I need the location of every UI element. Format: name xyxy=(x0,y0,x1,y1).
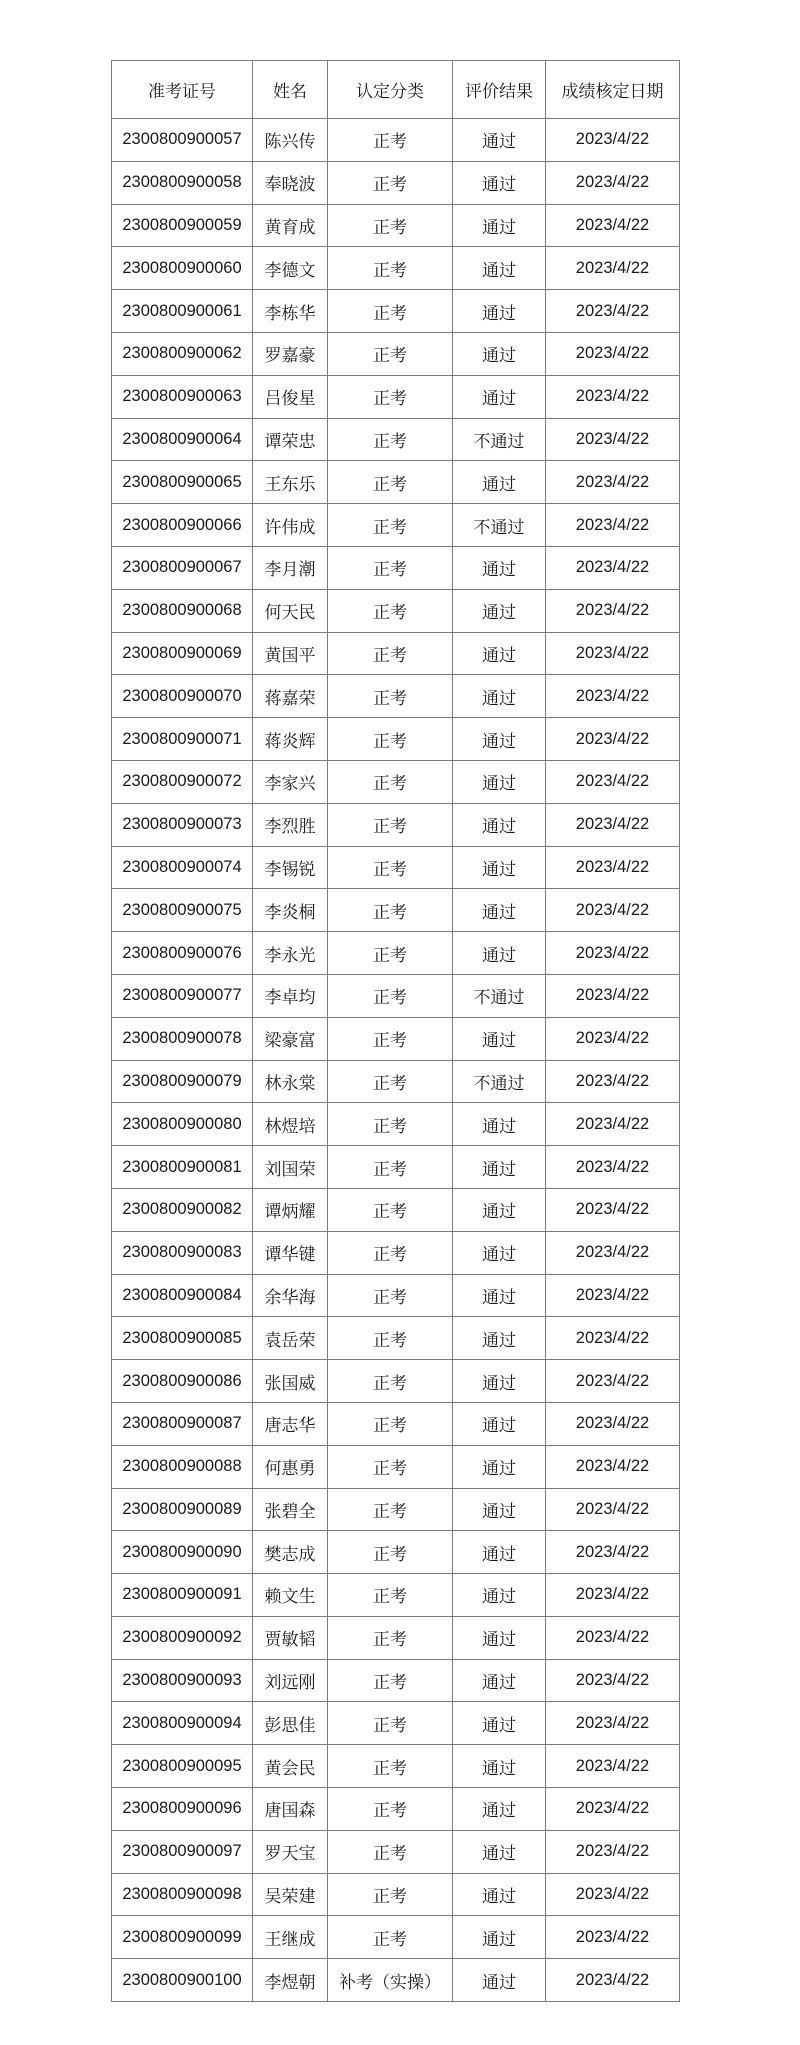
cell-date: 2023/4/22 xyxy=(546,846,680,889)
cell-name: 蒋炎辉 xyxy=(253,718,328,761)
cell-exam-id: 2300800900090 xyxy=(112,1531,253,1574)
cell-name: 刘远刚 xyxy=(253,1659,328,1702)
cell-result: 通过 xyxy=(453,932,546,975)
cell-name: 李家兴 xyxy=(253,760,328,803)
cell-exam-id: 2300800900057 xyxy=(112,119,253,162)
cell-category: 正考 xyxy=(328,889,453,932)
cell-category: 正考 xyxy=(328,546,453,589)
cell-date: 2023/4/22 xyxy=(546,1531,680,1574)
cell-name: 王东乐 xyxy=(253,461,328,504)
cell-name: 黄育成 xyxy=(253,204,328,247)
cell-exam-id: 2300800900059 xyxy=(112,204,253,247)
cell-category: 正考 xyxy=(328,1445,453,1488)
cell-date: 2023/4/22 xyxy=(546,1188,680,1231)
cell-category: 补考（实操） xyxy=(328,1959,453,2002)
table-row xyxy=(112,1916,680,1959)
cell-result: 通过 xyxy=(453,1745,546,1788)
table-row xyxy=(112,1745,680,1788)
cell-category: 正考 xyxy=(328,1231,453,1274)
table-row xyxy=(112,332,680,375)
cell-date: 2023/4/22 xyxy=(546,1060,680,1103)
cell-name: 黄国平 xyxy=(253,632,328,675)
cell-result: 通过 xyxy=(453,803,546,846)
cell-date: 2023/4/22 xyxy=(546,546,680,589)
table-row xyxy=(112,589,680,632)
cell-exam-id: 2300800900070 xyxy=(112,675,253,718)
cell-exam-id: 2300800900094 xyxy=(112,1702,253,1745)
cell-exam-id: 2300800900080 xyxy=(112,1103,253,1146)
cell-exam-id: 2300800900077 xyxy=(112,974,253,1017)
cell-date: 2023/4/22 xyxy=(546,1616,680,1659)
cell-category: 正考 xyxy=(328,1745,453,1788)
table-row xyxy=(112,889,680,932)
cell-exam-id: 2300800900065 xyxy=(112,461,253,504)
cell-date: 2023/4/22 xyxy=(546,375,680,418)
cell-name: 谭炳耀 xyxy=(253,1188,328,1231)
cell-date: 2023/4/22 xyxy=(546,1360,680,1403)
cell-category: 正考 xyxy=(328,1402,453,1445)
cell-result: 通过 xyxy=(453,204,546,247)
table-row xyxy=(112,803,680,846)
cell-result: 通过 xyxy=(453,632,546,675)
cell-exam-id: 2300800900091 xyxy=(112,1574,253,1617)
table-row xyxy=(112,504,680,547)
cell-result: 通过 xyxy=(453,1616,546,1659)
cell-category: 正考 xyxy=(328,1103,453,1146)
cell-date: 2023/4/22 xyxy=(546,803,680,846)
cell-category: 正考 xyxy=(328,718,453,761)
exam-results-table xyxy=(111,60,680,2002)
cell-date: 2023/4/22 xyxy=(546,932,680,975)
header-category: 认定分类 xyxy=(328,61,453,119)
table-row xyxy=(112,1531,680,1574)
cell-date: 2023/4/22 xyxy=(546,119,680,162)
cell-result: 通过 xyxy=(453,1188,546,1231)
cell-exam-id: 2300800900075 xyxy=(112,889,253,932)
cell-category: 正考 xyxy=(328,1616,453,1659)
cell-exam-id: 2300800900087 xyxy=(112,1402,253,1445)
cell-exam-id: 2300800900096 xyxy=(112,1788,253,1831)
cell-result: 通过 xyxy=(453,1873,546,1916)
cell-name: 张国威 xyxy=(253,1360,328,1403)
cell-exam-id: 2300800900074 xyxy=(112,846,253,889)
cell-exam-id: 2300800900081 xyxy=(112,1146,253,1189)
table-row xyxy=(112,932,680,975)
cell-name: 奉晓波 xyxy=(253,161,328,204)
table-row xyxy=(112,1788,680,1831)
cell-category: 正考 xyxy=(328,1916,453,1959)
cell-exam-id: 2300800900063 xyxy=(112,375,253,418)
table-row xyxy=(112,546,680,589)
table-row xyxy=(112,1488,680,1531)
cell-name: 唐国森 xyxy=(253,1788,328,1831)
table-row xyxy=(112,846,680,889)
table-row xyxy=(112,1060,680,1103)
cell-result: 通过 xyxy=(453,1317,546,1360)
table-row xyxy=(112,247,680,290)
cell-date: 2023/4/22 xyxy=(546,1317,680,1360)
cell-category: 正考 xyxy=(328,1574,453,1617)
cell-category: 正考 xyxy=(328,418,453,461)
cell-name: 李炎桐 xyxy=(253,889,328,932)
table-row xyxy=(112,1873,680,1916)
cell-date: 2023/4/22 xyxy=(546,504,680,547)
table-row xyxy=(112,1146,680,1189)
table-row xyxy=(112,718,680,761)
cell-name: 袁岳荣 xyxy=(253,1317,328,1360)
cell-exam-id: 2300800900084 xyxy=(112,1274,253,1317)
cell-name: 赖文生 xyxy=(253,1574,328,1617)
table-row xyxy=(112,290,680,333)
table-row xyxy=(112,1360,680,1403)
table-row xyxy=(112,1574,680,1617)
cell-name: 唐志华 xyxy=(253,1402,328,1445)
cell-category: 正考 xyxy=(328,1146,453,1189)
cell-name: 李月潮 xyxy=(253,546,328,589)
cell-name: 谭荣忠 xyxy=(253,418,328,461)
cell-name: 李卓均 xyxy=(253,974,328,1017)
cell-category: 正考 xyxy=(328,1360,453,1403)
cell-result: 通过 xyxy=(453,846,546,889)
cell-exam-id: 2300800900066 xyxy=(112,504,253,547)
cell-result: 通过 xyxy=(453,161,546,204)
cell-result: 不通过 xyxy=(453,504,546,547)
cell-name: 蒋嘉荣 xyxy=(253,675,328,718)
cell-category: 正考 xyxy=(328,1274,453,1317)
table-row xyxy=(112,1103,680,1146)
cell-exam-id: 2300800900069 xyxy=(112,632,253,675)
results-table-container xyxy=(111,60,680,2002)
header-name: 姓名 xyxy=(253,61,328,119)
cell-exam-id: 2300800900078 xyxy=(112,1017,253,1060)
cell-category: 正考 xyxy=(328,119,453,162)
cell-exam-id: 2300800900062 xyxy=(112,332,253,375)
cell-exam-id: 2300800900073 xyxy=(112,803,253,846)
table-row xyxy=(112,204,680,247)
cell-category: 正考 xyxy=(328,1531,453,1574)
table-row xyxy=(112,461,680,504)
cell-exam-id: 2300800900095 xyxy=(112,1745,253,1788)
cell-name: 吕俊星 xyxy=(253,375,328,418)
cell-result: 通过 xyxy=(453,1274,546,1317)
cell-exam-id: 2300800900067 xyxy=(112,546,253,589)
cell-date: 2023/4/22 xyxy=(546,1017,680,1060)
cell-name: 罗天宝 xyxy=(253,1830,328,1873)
cell-name: 李锡锐 xyxy=(253,846,328,889)
cell-category: 正考 xyxy=(328,803,453,846)
cell-result: 不通过 xyxy=(453,418,546,461)
cell-result: 通过 xyxy=(453,119,546,162)
table-row xyxy=(112,119,680,162)
cell-result: 通过 xyxy=(453,1103,546,1146)
cell-result: 通过 xyxy=(453,760,546,803)
cell-exam-id: 2300800900068 xyxy=(112,589,253,632)
cell-exam-id: 2300800900086 xyxy=(112,1360,253,1403)
cell-category: 正考 xyxy=(328,1060,453,1103)
cell-category: 正考 xyxy=(328,675,453,718)
cell-name: 谭华键 xyxy=(253,1231,328,1274)
header-date: 成绩核定日期 xyxy=(546,61,680,119)
cell-result: 通过 xyxy=(453,1017,546,1060)
cell-result: 通过 xyxy=(453,1702,546,1745)
cell-date: 2023/4/22 xyxy=(546,1574,680,1617)
table-row xyxy=(112,1274,680,1317)
cell-exam-id: 2300800900060 xyxy=(112,247,253,290)
cell-date: 2023/4/22 xyxy=(546,889,680,932)
cell-exam-id: 2300800900089 xyxy=(112,1488,253,1531)
cell-result: 通过 xyxy=(453,1916,546,1959)
cell-date: 2023/4/22 xyxy=(546,1702,680,1745)
cell-date: 2023/4/22 xyxy=(546,161,680,204)
cell-result: 通过 xyxy=(453,1788,546,1831)
cell-result: 通过 xyxy=(453,247,546,290)
cell-category: 正考 xyxy=(328,204,453,247)
cell-date: 2023/4/22 xyxy=(546,1916,680,1959)
cell-exam-id: 2300800900082 xyxy=(112,1188,253,1231)
cell-result: 通过 xyxy=(453,1531,546,1574)
cell-name: 陈兴传 xyxy=(253,119,328,162)
cell-date: 2023/4/22 xyxy=(546,332,680,375)
cell-exam-id: 2300800900100 xyxy=(112,1959,253,2002)
cell-result: 通过 xyxy=(453,290,546,333)
cell-category: 正考 xyxy=(328,1702,453,1745)
cell-result: 通过 xyxy=(453,589,546,632)
header-result: 评价结果 xyxy=(453,61,546,119)
table-row xyxy=(112,1017,680,1060)
cell-name: 李永光 xyxy=(253,932,328,975)
cell-name: 何惠勇 xyxy=(253,1445,328,1488)
table-body xyxy=(112,119,680,2002)
table-row xyxy=(112,375,680,418)
cell-date: 2023/4/22 xyxy=(546,247,680,290)
cell-date: 2023/4/22 xyxy=(546,1103,680,1146)
cell-category: 正考 xyxy=(328,974,453,1017)
cell-exam-id: 2300800900085 xyxy=(112,1317,253,1360)
cell-date: 2023/4/22 xyxy=(546,589,680,632)
cell-exam-id: 2300800900061 xyxy=(112,290,253,333)
cell-name: 罗嘉豪 xyxy=(253,332,328,375)
cell-name: 许伟成 xyxy=(253,504,328,547)
cell-category: 正考 xyxy=(328,1317,453,1360)
cell-result: 通过 xyxy=(453,1659,546,1702)
cell-name: 李德文 xyxy=(253,247,328,290)
cell-date: 2023/4/22 xyxy=(546,290,680,333)
cell-result: 不通过 xyxy=(453,974,546,1017)
cell-date: 2023/4/22 xyxy=(546,760,680,803)
cell-date: 2023/4/22 xyxy=(546,1488,680,1531)
cell-name: 樊志成 xyxy=(253,1531,328,1574)
header-exam-id: 准考证号 xyxy=(112,61,253,119)
cell-category: 正考 xyxy=(328,1830,453,1873)
table-row xyxy=(112,1188,680,1231)
cell-name: 张碧全 xyxy=(253,1488,328,1531)
cell-category: 正考 xyxy=(328,1873,453,1916)
cell-result: 通过 xyxy=(453,1574,546,1617)
cell-date: 2023/4/22 xyxy=(546,1402,680,1445)
cell-result: 通过 xyxy=(453,1360,546,1403)
cell-date: 2023/4/22 xyxy=(546,974,680,1017)
cell-exam-id: 2300800900093 xyxy=(112,1659,253,1702)
cell-exam-id: 2300800900083 xyxy=(112,1231,253,1274)
cell-category: 正考 xyxy=(328,932,453,975)
cell-date: 2023/4/22 xyxy=(546,1146,680,1189)
cell-name: 刘国荣 xyxy=(253,1146,328,1189)
table-row xyxy=(112,1959,680,2002)
cell-category: 正考 xyxy=(328,161,453,204)
table-row xyxy=(112,1830,680,1873)
table-row xyxy=(112,1231,680,1274)
cell-name: 贾敏韬 xyxy=(253,1616,328,1659)
cell-date: 2023/4/22 xyxy=(546,1745,680,1788)
table-header xyxy=(112,61,680,119)
cell-exam-id: 2300800900058 xyxy=(112,161,253,204)
table-row xyxy=(112,161,680,204)
cell-category: 正考 xyxy=(328,1488,453,1531)
table-row xyxy=(112,1402,680,1445)
cell-category: 正考 xyxy=(328,375,453,418)
cell-name: 余华海 xyxy=(253,1274,328,1317)
cell-result: 通过 xyxy=(453,546,546,589)
cell-date: 2023/4/22 xyxy=(546,1231,680,1274)
cell-category: 正考 xyxy=(328,332,453,375)
cell-date: 2023/4/22 xyxy=(546,418,680,461)
cell-date: 2023/4/22 xyxy=(546,204,680,247)
cell-result: 通过 xyxy=(453,332,546,375)
cell-date: 2023/4/22 xyxy=(546,461,680,504)
cell-result: 通过 xyxy=(453,1402,546,1445)
cell-category: 正考 xyxy=(328,760,453,803)
cell-result: 不通过 xyxy=(453,1060,546,1103)
cell-category: 正考 xyxy=(328,1788,453,1831)
cell-name: 李栋华 xyxy=(253,290,328,333)
cell-name: 李煜朝 xyxy=(253,1959,328,2002)
table-row xyxy=(112,1445,680,1488)
cell-name: 梁豪富 xyxy=(253,1017,328,1060)
cell-category: 正考 xyxy=(328,247,453,290)
cell-exam-id: 2300800900064 xyxy=(112,418,253,461)
cell-date: 2023/4/22 xyxy=(546,1274,680,1317)
cell-result: 通过 xyxy=(453,1959,546,2002)
cell-result: 通过 xyxy=(453,461,546,504)
table-row xyxy=(112,1659,680,1702)
cell-result: 通过 xyxy=(453,675,546,718)
cell-exam-id: 2300800900072 xyxy=(112,760,253,803)
cell-result: 通过 xyxy=(453,1445,546,1488)
cell-date: 2023/4/22 xyxy=(546,1830,680,1873)
cell-category: 正考 xyxy=(328,1017,453,1060)
cell-name: 林永棠 xyxy=(253,1060,328,1103)
cell-name: 黄会民 xyxy=(253,1745,328,1788)
cell-exam-id: 2300800900099 xyxy=(112,1916,253,1959)
table-row xyxy=(112,1616,680,1659)
cell-category: 正考 xyxy=(328,1659,453,1702)
cell-date: 2023/4/22 xyxy=(546,1788,680,1831)
cell-name: 何天民 xyxy=(253,589,328,632)
cell-category: 正考 xyxy=(328,504,453,547)
cell-result: 通过 xyxy=(453,1488,546,1531)
cell-exam-id: 2300800900076 xyxy=(112,932,253,975)
cell-date: 2023/4/22 xyxy=(546,718,680,761)
cell-exam-id: 2300800900079 xyxy=(112,1060,253,1103)
table-row xyxy=(112,675,680,718)
cell-category: 正考 xyxy=(328,290,453,333)
table-row xyxy=(112,974,680,1017)
cell-name: 彭思佳 xyxy=(253,1702,328,1745)
cell-date: 2023/4/22 xyxy=(546,632,680,675)
cell-category: 正考 xyxy=(328,1188,453,1231)
cell-name: 李烈胜 xyxy=(253,803,328,846)
cell-result: 通过 xyxy=(453,375,546,418)
cell-result: 通过 xyxy=(453,889,546,932)
cell-name: 林煜培 xyxy=(253,1103,328,1146)
cell-result: 通过 xyxy=(453,1146,546,1189)
cell-date: 2023/4/22 xyxy=(546,1445,680,1488)
cell-result: 通过 xyxy=(453,718,546,761)
cell-date: 2023/4/22 xyxy=(546,675,680,718)
cell-exam-id: 2300800900092 xyxy=(112,1616,253,1659)
cell-result: 通过 xyxy=(453,1231,546,1274)
cell-date: 2023/4/22 xyxy=(546,1873,680,1916)
table-row xyxy=(112,632,680,675)
cell-exam-id: 2300800900097 xyxy=(112,1830,253,1873)
cell-category: 正考 xyxy=(328,846,453,889)
cell-date: 2023/4/22 xyxy=(546,1659,680,1702)
table-row xyxy=(112,1702,680,1745)
cell-exam-id: 2300800900088 xyxy=(112,1445,253,1488)
cell-name: 吴荣建 xyxy=(253,1873,328,1916)
cell-name: 王继成 xyxy=(253,1916,328,1959)
header-row xyxy=(112,61,680,119)
cell-result: 通过 xyxy=(453,1830,546,1873)
cell-category: 正考 xyxy=(328,461,453,504)
table-row xyxy=(112,418,680,461)
table-row xyxy=(112,1317,680,1360)
cell-category: 正考 xyxy=(328,589,453,632)
cell-exam-id: 2300800900098 xyxy=(112,1873,253,1916)
cell-exam-id: 2300800900071 xyxy=(112,718,253,761)
cell-category: 正考 xyxy=(328,632,453,675)
cell-date: 2023/4/22 xyxy=(546,1959,680,2002)
table-row xyxy=(112,760,680,803)
